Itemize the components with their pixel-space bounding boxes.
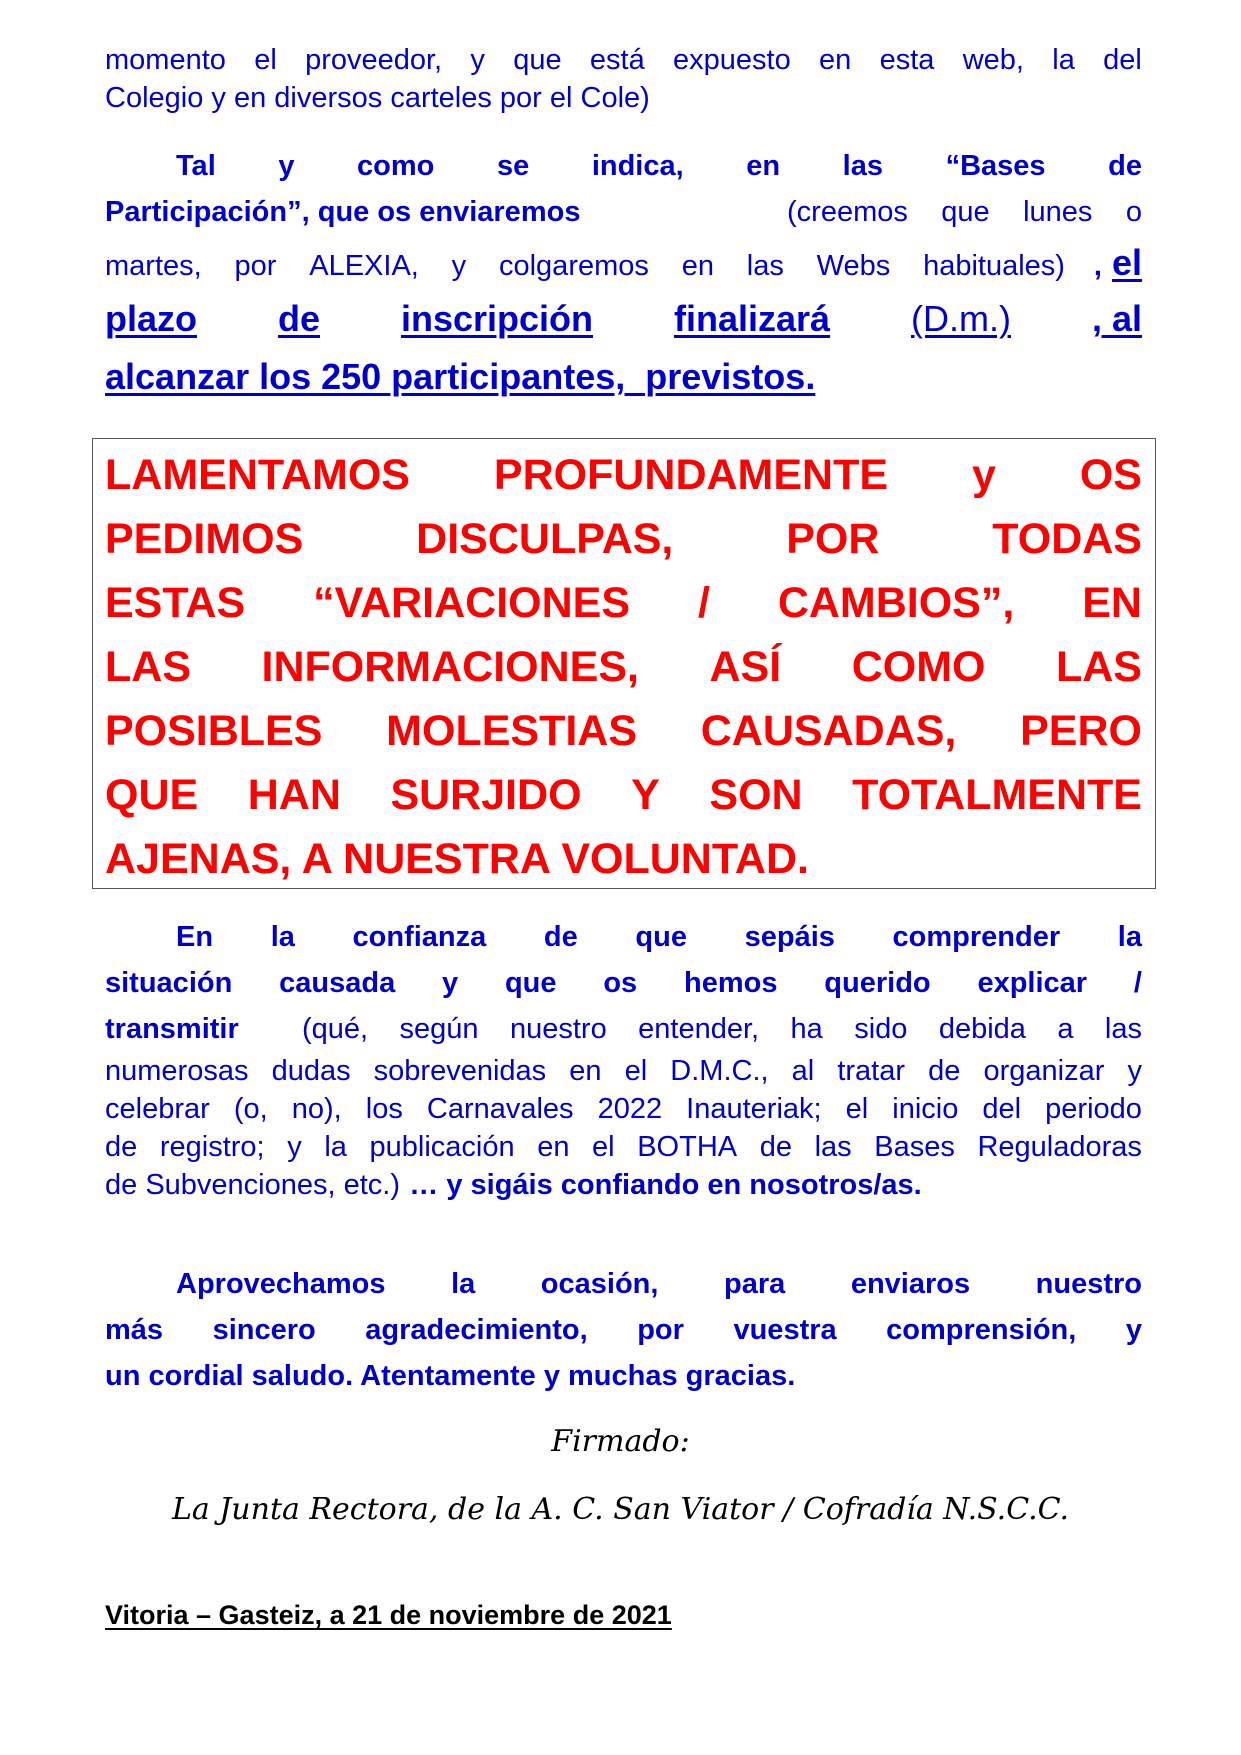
document-date: Vitoria – Gasteiz, a 21 de noviembre de 2021	[105, 1600, 672, 1630]
confianza-line-4	[105, 1055, 1142, 1093]
word: de	[1108, 150, 1142, 182]
bases-line-3: martes, por ALEXIA, y colgaremos en las Webs habituales) , el	[105, 242, 1142, 283]
word: que	[635, 921, 687, 953]
word: periodo	[1045, 1093, 1142, 1125]
bases-line-1	[105, 150, 1142, 196]
word: os	[603, 967, 638, 999]
word: por	[234, 250, 277, 282]
word: Inauteriak;	[686, 1093, 822, 1125]
bases-line-4: plazo de inscripción finalizará (D.m.) , al	[105, 298, 1142, 339]
word: Y	[631, 771, 660, 819]
word: habituales)	[923, 250, 1065, 282]
word: numerosas	[105, 1055, 249, 1087]
word: BOTHA	[637, 1131, 738, 1163]
word: (creemos	[787, 196, 908, 228]
word: lunes	[1023, 196, 1093, 228]
signature-name: La Junta Rectora, de la A. C. San Viator / Cofradía N.S.C.C.	[171, 1492, 1070, 1527]
word: las	[746, 250, 784, 282]
word: la	[451, 1268, 476, 1300]
notice-line-1	[105, 451, 1142, 515]
notice-line-4	[105, 643, 1142, 707]
word: /	[1133, 967, 1142, 999]
closing-line-2	[105, 1314, 1142, 1360]
word: ALEXIA,	[309, 250, 419, 282]
word: según	[399, 1013, 479, 1045]
word: ha	[790, 1013, 823, 1045]
notice-line-5	[105, 707, 1142, 771]
word: momento	[105, 44, 226, 76]
word: debida	[938, 1013, 1026, 1045]
word: COMO	[851, 643, 986, 691]
word: Tal	[176, 150, 216, 182]
word: sincero	[212, 1314, 316, 1346]
word: y	[278, 150, 295, 182]
closing-line-1	[105, 1268, 1142, 1314]
word: indica,	[591, 150, 684, 182]
word: martes,	[105, 250, 202, 282]
word: HAN	[247, 771, 341, 819]
word: dudas	[271, 1055, 351, 1087]
confianza-line-6	[105, 1131, 1142, 1169]
word: en	[681, 250, 714, 282]
word: de	[105, 1131, 138, 1163]
word: colgaremos	[498, 250, 649, 282]
notice-line-7: AJENAS, A NUESTRA VOLUNTAD.	[105, 835, 809, 883]
word: LAS	[1055, 643, 1142, 691]
intro-line-2: Colegio y en diversos carteles por el Cole)	[105, 82, 650, 114]
word: está	[589, 44, 645, 76]
word: vuestra	[733, 1314, 837, 1346]
word: (qué,	[302, 1013, 369, 1045]
word: del	[1103, 44, 1142, 76]
confianza-line-5	[105, 1093, 1142, 1131]
word: a	[1057, 1013, 1074, 1045]
word: sobrevenidas	[373, 1055, 547, 1087]
word: nuestro	[1035, 1268, 1142, 1300]
word: TODAS	[992, 515, 1142, 563]
word: comprender	[892, 921, 1061, 953]
word: la	[270, 921, 295, 953]
word: y	[972, 451, 996, 499]
word: TOTALMENTE	[852, 771, 1142, 819]
word: celebrar	[105, 1093, 210, 1125]
word: SURJIDO	[390, 771, 582, 819]
word: el	[254, 44, 277, 76]
word: OS	[1079, 451, 1142, 499]
word: agradecimiento,	[365, 1314, 588, 1346]
word: confianza	[352, 921, 487, 953]
word: SON	[709, 771, 803, 819]
word: causada	[279, 967, 396, 999]
word: Bases	[874, 1131, 955, 1163]
word: explicar	[977, 967, 1088, 999]
word: “Bases	[945, 150, 1046, 182]
word: /	[697, 579, 710, 627]
word: tratar	[837, 1055, 906, 1087]
confianza-line-7: de Subvenciones, etc.) … y sigáis confiando en nosotros/as.	[105, 1169, 922, 1201]
word: hemos	[684, 967, 778, 999]
word: POR	[786, 515, 880, 563]
word: ASÍ	[709, 643, 782, 691]
word: CAUSADAS,	[700, 707, 957, 755]
word: la	[324, 1131, 347, 1163]
apology-notice-box	[92, 438, 1156, 889]
word: PROFUNDAMENTE	[493, 451, 889, 499]
word: ESTAS	[105, 579, 246, 627]
confianza-line-2	[105, 967, 1142, 1013]
word: comprensión,	[886, 1314, 1077, 1346]
word: al	[791, 1055, 815, 1087]
word: y	[470, 44, 485, 76]
notice-line-6	[105, 771, 1142, 835]
bases-paragraph	[105, 150, 1142, 412]
word: para	[724, 1268, 786, 1300]
word: en	[746, 150, 781, 182]
word: nuestro	[509, 1013, 607, 1045]
notice-line-3	[105, 579, 1142, 643]
word: en	[569, 1055, 602, 1087]
word: D.M.C.,	[670, 1055, 769, 1087]
confianza-line-3: transmitir (qué, según nuestro entender, ha sido debida a las	[105, 1013, 1142, 1045]
word: enviaros	[850, 1268, 971, 1300]
word: la	[1117, 921, 1142, 953]
word: Webs	[816, 250, 891, 282]
word: y	[287, 1131, 302, 1163]
word: QUE	[105, 771, 199, 819]
word: que	[941, 196, 990, 228]
word: EN	[1082, 579, 1142, 627]
word: el	[845, 1093, 869, 1125]
word: ocasión,	[540, 1268, 659, 1300]
word: web,	[962, 44, 1024, 76]
word: Carnavales	[426, 1093, 574, 1125]
intro-paragraph	[105, 44, 1142, 120]
word: y	[1127, 1055, 1142, 1087]
word: proveedor,	[305, 44, 443, 76]
word: no),	[291, 1093, 342, 1125]
word: esta	[879, 44, 935, 76]
notice-line-2	[105, 515, 1142, 579]
word: de	[928, 1055, 961, 1087]
word: y	[451, 250, 467, 282]
word: más	[105, 1314, 164, 1346]
word: de	[543, 921, 578, 953]
word: como	[357, 150, 435, 182]
word: las	[814, 1131, 852, 1163]
word: 2022	[597, 1093, 663, 1125]
bases-line-2: Participación”, que os enviaremos (creemos que lunes o	[105, 196, 1142, 228]
word: publicación	[369, 1131, 515, 1163]
bases-line-5: alcanzar los 250 participantes, previstos.	[105, 356, 816, 397]
word: PERO	[1020, 707, 1142, 755]
word: LAMENTAMOS	[105, 451, 410, 499]
word: querido	[824, 967, 931, 999]
word: en	[537, 1131, 570, 1163]
confianza-paragraph	[105, 921, 1142, 1209]
word: “VARIACIONES	[313, 579, 631, 627]
word: y	[1125, 1314, 1142, 1346]
word: Aprovechamos	[176, 1268, 386, 1300]
word: del	[982, 1093, 1022, 1125]
word: se	[496, 150, 530, 182]
word: el	[624, 1055, 648, 1087]
word: en	[819, 44, 852, 76]
bases-line-2-regular	[787, 196, 1142, 229]
word: inicio	[892, 1093, 959, 1125]
word: las	[1104, 1013, 1142, 1045]
word: situación	[105, 967, 233, 999]
word: expuesto	[673, 44, 791, 76]
bases-line-3-regular	[105, 250, 1065, 283]
word: POSIBLES	[105, 707, 323, 755]
closing-paragraph	[105, 1268, 1142, 1406]
intro-line-1	[105, 44, 1142, 82]
word: de	[759, 1131, 792, 1163]
word: que	[513, 44, 562, 76]
word: DISCULPAS,	[416, 515, 674, 563]
word: las	[842, 150, 883, 182]
word: o	[1125, 196, 1142, 228]
word: los	[365, 1093, 403, 1125]
word: En	[176, 921, 214, 953]
word: organizar	[983, 1055, 1105, 1087]
word: CAMBIOS”,	[777, 579, 1015, 627]
word: y	[442, 967, 459, 999]
word: la	[1052, 44, 1075, 76]
word: Reguladoras	[977, 1131, 1142, 1163]
word: (o,	[233, 1093, 268, 1125]
word: el	[592, 1131, 615, 1163]
word: MOLESTIAS	[386, 707, 638, 755]
signature-label: Firmado:	[551, 1424, 690, 1459]
word: sido	[854, 1013, 908, 1045]
word: sepáis	[744, 921, 835, 953]
word: registro;	[159, 1131, 265, 1163]
word: INFORMACIONES,	[261, 643, 639, 691]
word: por	[637, 1314, 684, 1346]
word: PEDIMOS	[105, 515, 304, 563]
word: entender,	[638, 1013, 760, 1045]
closing-line-3: un cordial saludo. Atentamente y muchas gracias.	[105, 1360, 796, 1392]
confianza-line-1	[105, 921, 1142, 967]
confianza-line-3-regular	[302, 1013, 1142, 1046]
word: que	[504, 967, 557, 999]
word: LAS	[105, 643, 191, 691]
